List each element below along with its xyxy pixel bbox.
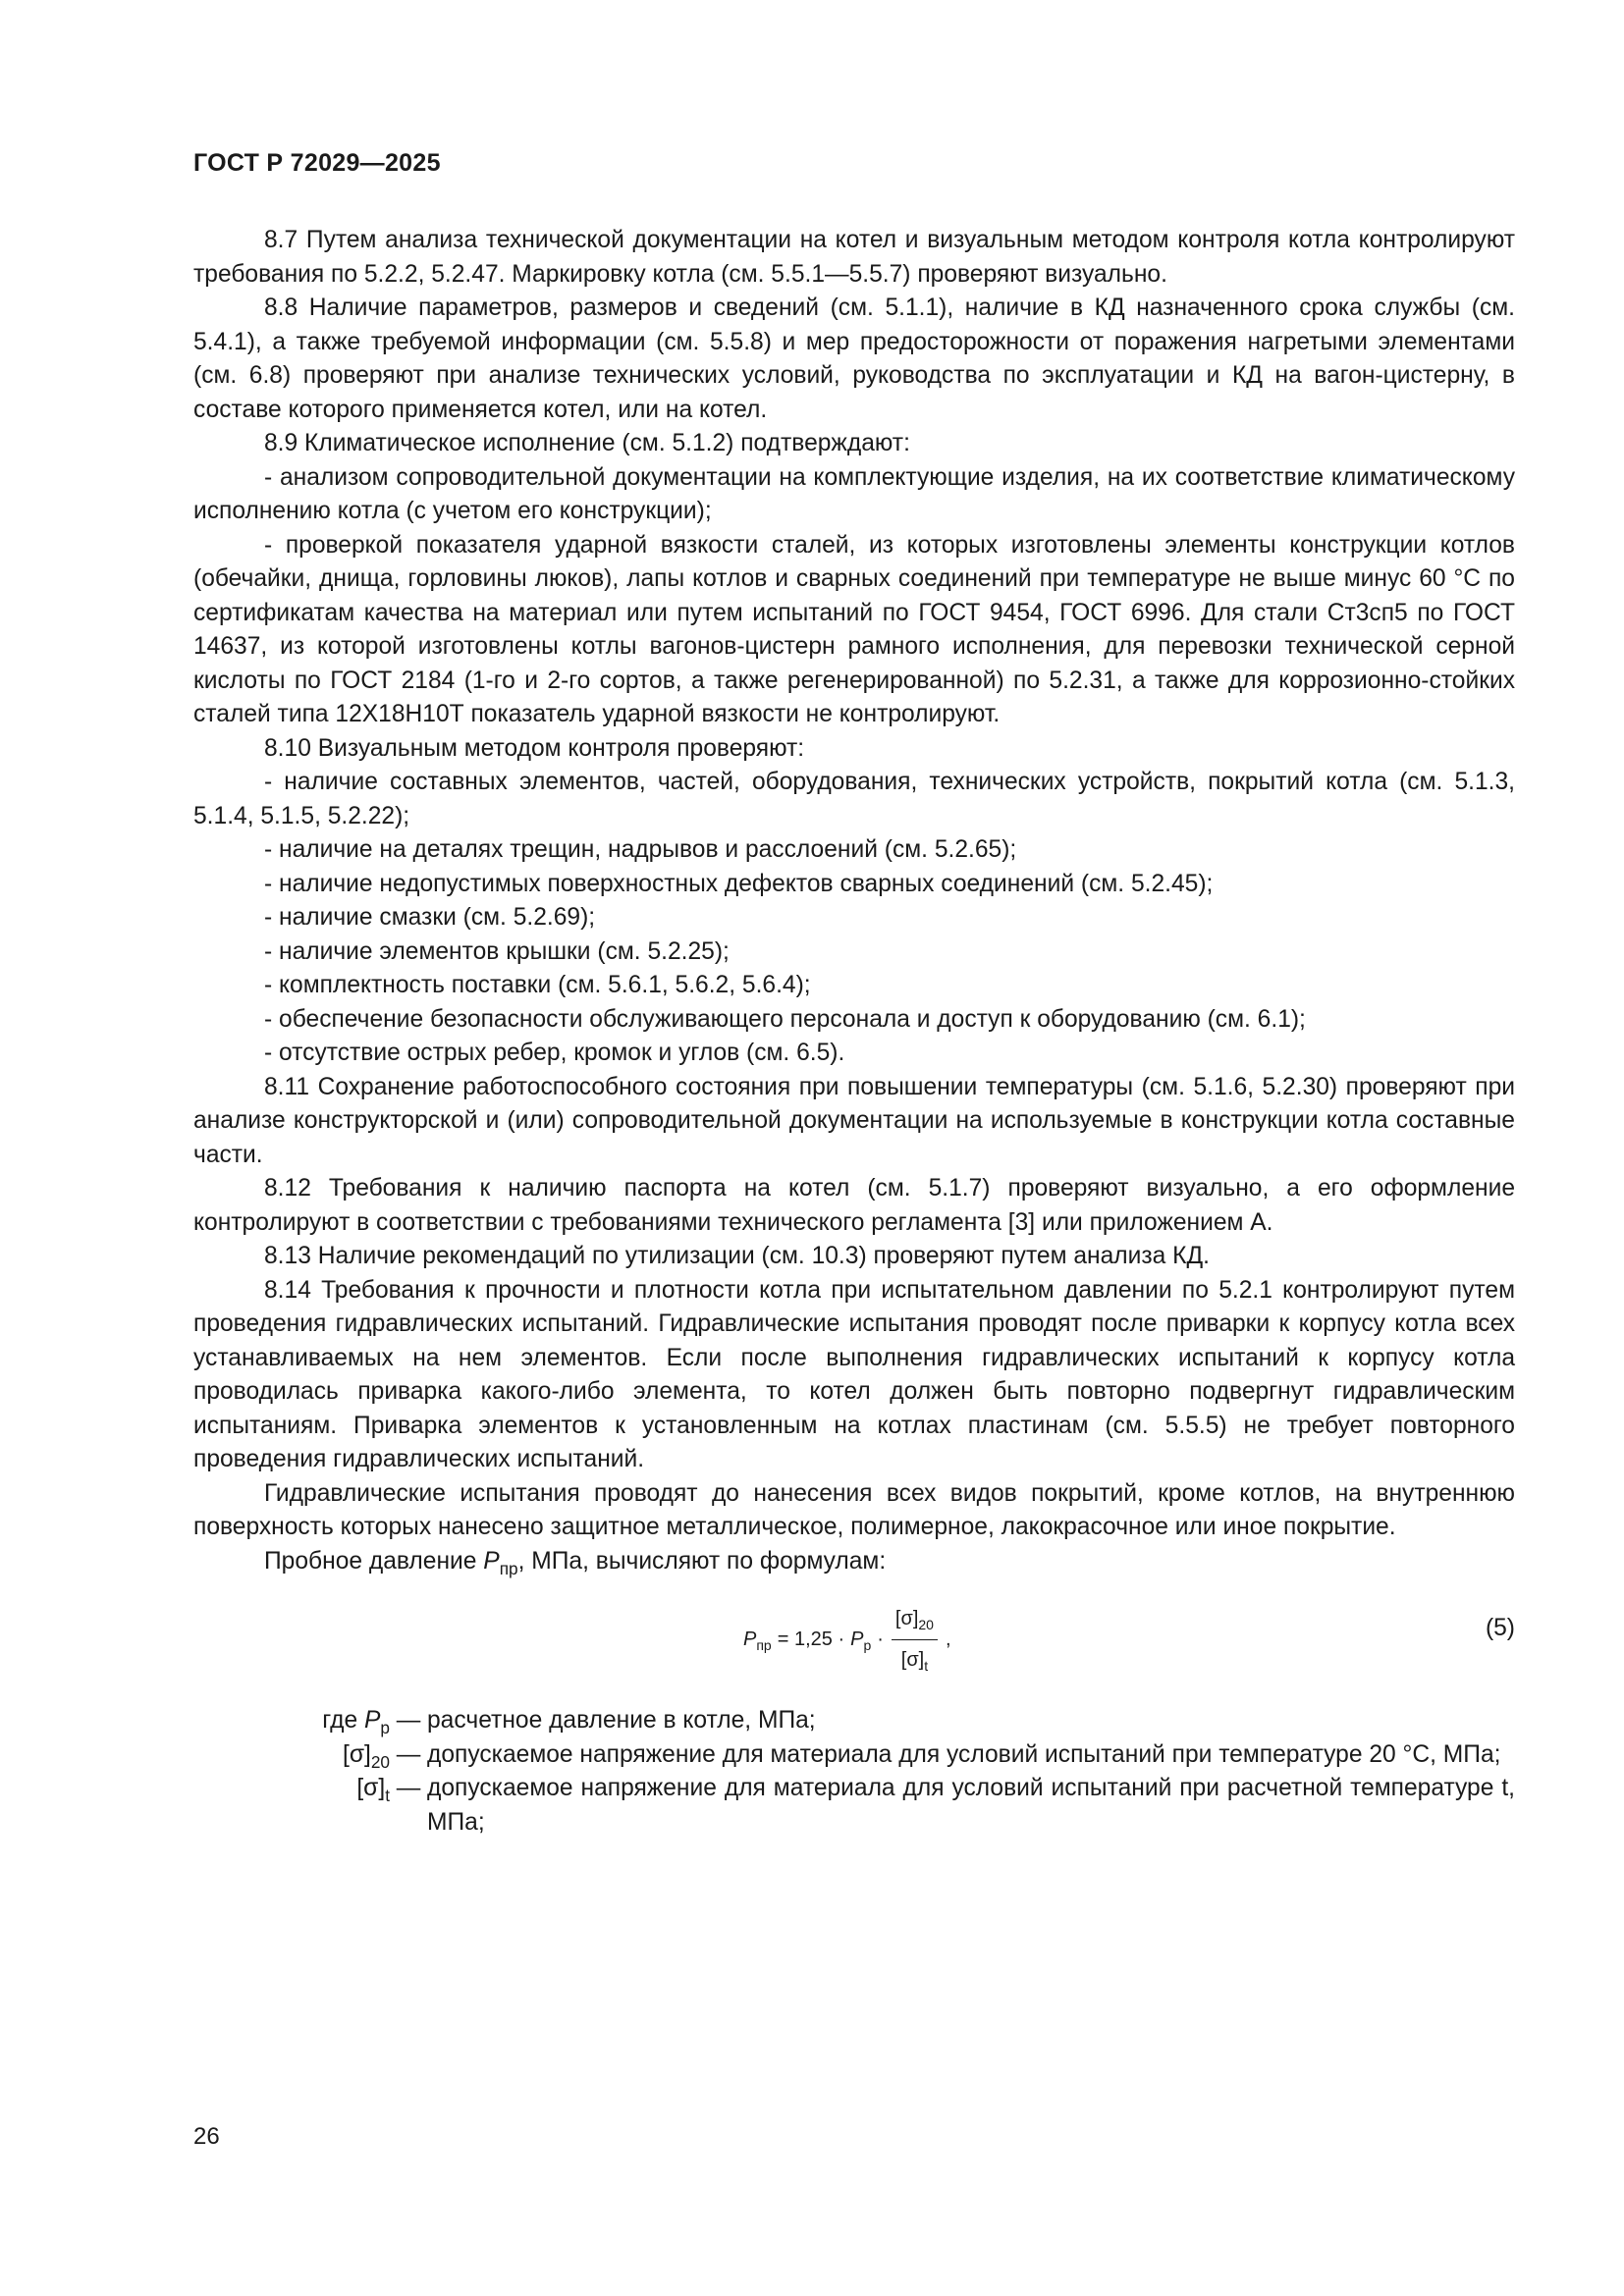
list-item: - проверкой показателя ударной вязкости сталей, из которых изготовлены элементы конструкции котлов (обечайки, днища, горловины люков), лапы котлов и сварных соединений при температуре не выше минус 60 °С по сертификатам качества на материал или путем испытаний по ГОСТ 9454, ГОСТ 6996. Для стали Ст3сп5 по ГОСТ 14637, из которой изготовлены котлы вагонов-цистерн рамного исполнения, для перевозки технической серной кислоты по ГОСТ 2184 (1-го и 2-го сортов, а также регенерированной) по 5.2.31, а также для коррозионно-стойких сталей типа 12Х18Н10Т показатель ударной вязкости не контролируют.: [193, 531, 1515, 727]
formula-p-symbol: P: [850, 1628, 864, 1650]
list-item: - отсутствие острых ребер, кромок и углов (см. 6.5).: [264, 1040, 845, 1066]
definition-symbol: [121, 1738, 390, 1773]
definition-row: [193, 1738, 1515, 1773]
formula-intro: [193, 1545, 1515, 1579]
numerator-sub: 20: [918, 1616, 934, 1632]
list-item: - обеспечение безопасности обслуживающего персонала и доступ к оборудованию (см. 6.1);: [264, 1005, 1306, 1033]
formula-intro-sub: пр: [499, 1558, 518, 1578]
formula-lhs-sub: пр: [756, 1636, 772, 1653]
formula-lhs-symbol: P: [743, 1628, 757, 1650]
list-item: - анализом сопроводительной документации на комплектующие изделия, на их соответствие климатическому исполнению котла (с учетом его конструкции);: [193, 463, 1515, 524]
paragraph-8-14: 8.14 Требования к прочности и плотности котла при испытательном давлении по 5.2.1 контролируют путем проведения гидравлических испытаний. Гидравлические испытания проводят после приварки к корпусу котла всех устанавливаемых на нем элементов. Если после выполнения гидравлических испытаний к корпусу котла проводилась приварка какого-либо элемента, то котел должен быть повторно подвергнут гидравлическим испытаниям. Приварка элементов к установленным на котлах пластинам (см. 5.5.5) не требует повторного проведения гидравлических испытаний.: [193, 1276, 1515, 1472]
denominator-sub: t: [924, 1657, 929, 1674]
symbol-sub: р: [380, 1718, 390, 1738]
formula-fraction: [892, 1602, 938, 1677]
symbol-sub: 20: [370, 1751, 390, 1772]
document-body: [193, 224, 1515, 1840]
paragraph-8-13: 8.13 Наличие рекомендаций по утилизации (см. 10.3) проверяют путем анализа КД.: [264, 1243, 1210, 1269]
document-header: ГОСТ Р 72029—2025: [193, 149, 441, 177]
definition-symbol: [121, 1772, 390, 1806]
definition-prefix: где: [322, 1707, 365, 1734]
numerator-symbol: [σ]: [894, 1608, 919, 1629]
formula-block: [193, 1584, 1515, 1704]
symbol-main: [σ]: [342, 1740, 371, 1768]
definition-dash: —: [396, 1707, 421, 1734]
formula-p: [850, 1623, 871, 1657]
formula-dot: ·: [877, 1628, 884, 1650]
formula-intro-after: , МПа, вычисляют по формулам:: [517, 1547, 887, 1575]
paragraph-8-8: 8.8 Наличие параметров, размеров и сведений (см. 5.1.1), наличие в КД назначенного срока службы (см. 5.4.1), а также требуемой информации (см. 5.5.8) и мер предосторожности от поражения нагретыми элементами (см. 6.8) проверяют при анализе технических условий, руководства по эксплуатации и КД на вагон-цистерну, в составе которого применяется котел, или на котел.: [193, 294, 1515, 423]
formula-numerator: [892, 1602, 938, 1640]
definition-text: допускаемое напряжение для материала для условий испытаний при расчетной температуре t, МПа;: [427, 1775, 1515, 1836]
formula-5: [743, 1602, 951, 1677]
paragraph-8-11: 8.11 Сохранение работоспособного состояния при повышении температуры (см. 5.1.6, 5.2.30) проверяют при анализе конструкторской и (или) сопроводительной документации на используемые в конструкции котла составные части.: [193, 1073, 1515, 1168]
paragraph-hydraulic: Гидравлические испытания проводят до нанесения всех видов покрытий, кроме котлов, на внутреннюю поверхность которых нанесено защитное металлическое, полимерное, лакокрасочное или иное покрытие.: [193, 1479, 1515, 1540]
page-number: 26: [193, 2123, 220, 2150]
formula-lhs: [743, 1623, 772, 1657]
paragraph-8-12: 8.12 Требования к наличию паспорта на котел (см. 5.1.7) проверяют визуально, а его оформление контролируют в соответствии с требованиями технического регламента [3] или приложением А.: [193, 1175, 1515, 1236]
formula-intro-symbol: P: [483, 1547, 500, 1575]
definition-row: [193, 1772, 1515, 1840]
definition-text: расчетное давление в котле, МПа;: [427, 1707, 816, 1734]
equation-number: (5): [1485, 1615, 1515, 1641]
formula-comma: ,: [945, 1628, 951, 1650]
list-item: - наличие смазки (см. 5.2.69);: [264, 904, 596, 931]
formula-p-sub: р: [863, 1636, 872, 1653]
formula-intro-before: Пробное давление: [264, 1547, 484, 1575]
symbol-sub: t: [385, 1786, 390, 1806]
list-item: - наличие элементов крышки (см. 5.2.25);: [264, 937, 730, 965]
symbol-main: [σ]: [356, 1775, 386, 1801]
paragraph-8-7: 8.7 Путем анализа технической документации на котел и визуальным методом контроля котла контролируют требования по 5.2.2, 5.2.47. Маркировку котла (см. 5.5.1—5.5.7) проверяют визуально.: [193, 227, 1515, 288]
definition-dash: —: [396, 1740, 421, 1768]
definition-row: [193, 1704, 1515, 1738]
formula-denominator: [897, 1640, 932, 1678]
paragraph-8-10: 8.10 Визуальным методом контроля проверяют:: [264, 734, 805, 762]
list-item: - наличие составных элементов, частей, оборудования, технических устройств, покрытий котла (см. 5.1.3, 5.1.4, 5.1.5, 5.2.22);: [193, 769, 1515, 829]
definition-dash: —: [396, 1775, 421, 1801]
definition-symbol: [121, 1704, 390, 1738]
definitions-list: [193, 1704, 1515, 1840]
list-item: - наличие на деталях трещин, надрывов и расслоений (см. 5.2.65);: [264, 836, 1017, 863]
symbol-main: P: [364, 1707, 381, 1734]
definition-text: допускаемое напряжение для материала для условий испытаний при температуре 20 °С, МПа;: [427, 1740, 1501, 1768]
formula-equals-coef: = 1,25 ·: [777, 1628, 845, 1650]
list-item: - комплектность поставки (см. 5.6.1, 5.6.2, 5.6.4);: [264, 972, 811, 998]
denominator-symbol: [σ]: [900, 1648, 925, 1671]
paragraph-8-9: 8.9 Климатическое исполнение (см. 5.1.2) подтверждают:: [264, 430, 910, 456]
list-item: - наличие недопустимых поверхностных дефектов сварных соединений (см. 5.2.45);: [264, 870, 1214, 897]
